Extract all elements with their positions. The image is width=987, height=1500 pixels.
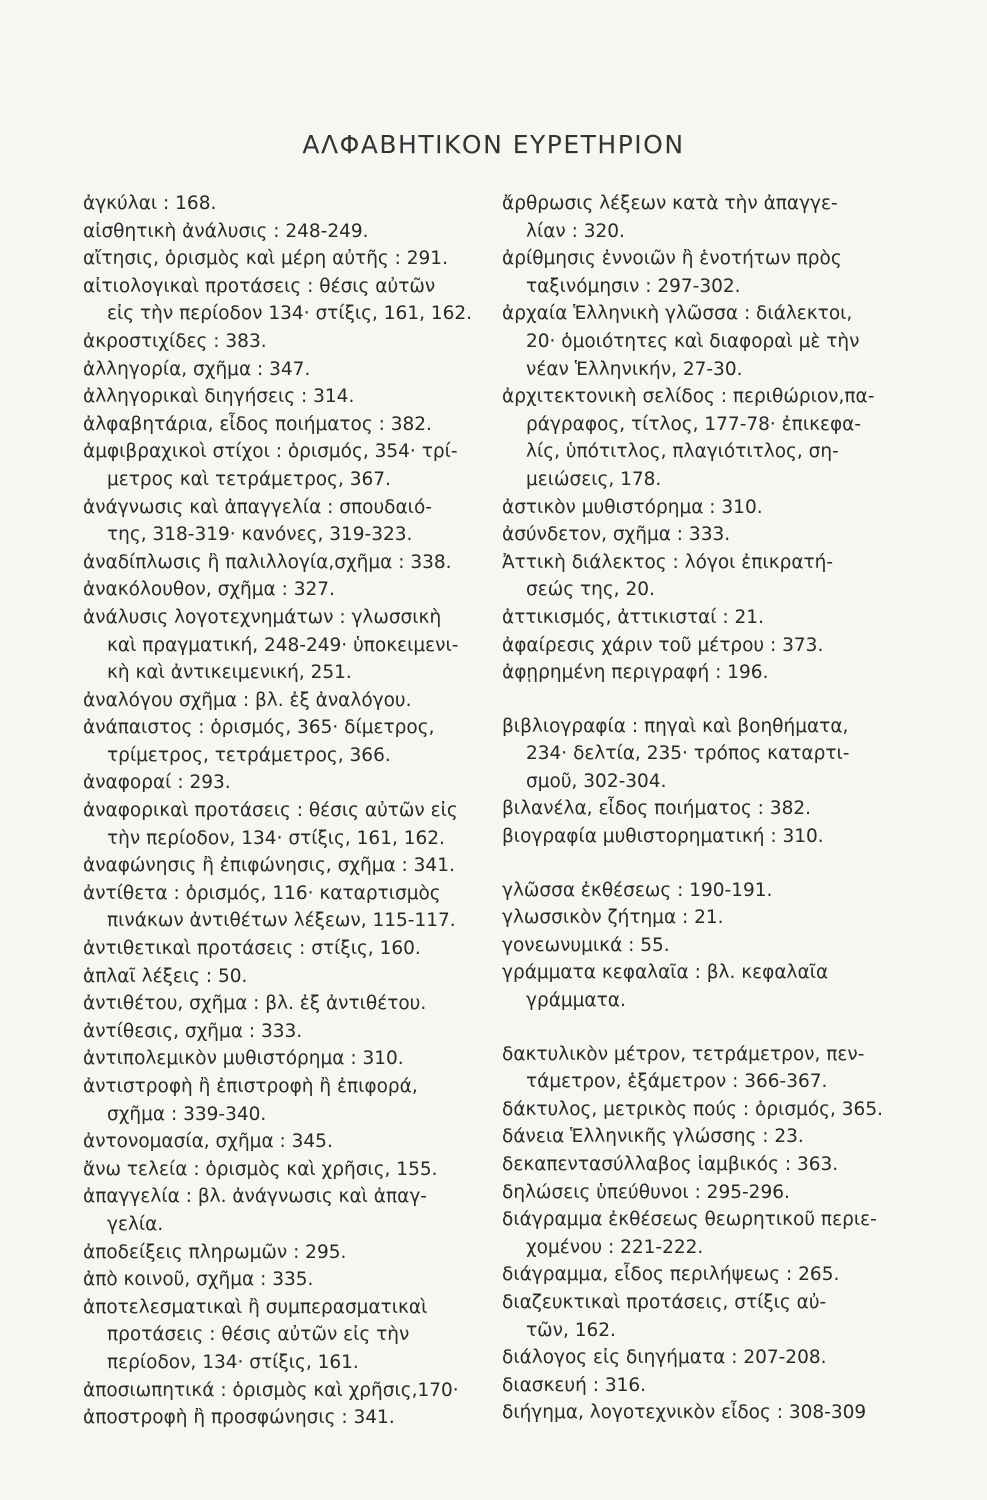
index-entry: [83, 383, 483, 411]
index-column-right: [502, 190, 897, 1427]
index-entry: [502, 1261, 897, 1289]
index-entry: [502, 632, 897, 660]
index-entry-line: ἀλληγορία, σχῆμα : 347.: [83, 358, 311, 380]
index-entry-line: ἀποσιωπητικά : ὁρισμὸς καὶ χρῆσις,170·: [83, 1379, 459, 1401]
index-entry: [502, 877, 897, 905]
index-entry: [83, 1018, 483, 1046]
index-entry-line: εἰς τὴν περίοδον 134· στίξις, 161, 162.: [107, 303, 473, 325]
index-entry: [502, 823, 897, 851]
index-entry: [502, 1096, 897, 1124]
index-entry: [83, 769, 483, 797]
index-entry-line: διασκευή : 316.: [502, 1374, 647, 1396]
index-entry: [502, 1289, 897, 1344]
index-entry-line: 234· δελτία, 235· τρόπος καταρτι-: [526, 743, 850, 765]
page-title: ΑΛΦΑΒΗΤΙΚΟΝ ΕΥΡΕΤΗΡΙΟΝ: [302, 130, 685, 159]
index-entry: [83, 328, 483, 356]
index-entry: [83, 1377, 483, 1405]
index-entry-line: περίοδον, 134· στίξις, 161.: [107, 1351, 359, 1373]
index-entry-line: ἀντιθετικαὶ προτάσεις : στίξις, 160.: [83, 938, 421, 960]
index-entry: [502, 1344, 897, 1372]
index-entry: [83, 797, 483, 852]
index-entry-line: ἄνω τελεία : ὁρισμὸς καὶ χρῆσις, 155.: [83, 1158, 438, 1180]
index-entry-line: ἀμφιβραχικοὶ στίχοι : ὁρισμός, 354· τρί-: [83, 441, 458, 463]
index-entry-line: ἀναφώνησις ἢ ἐπιφώνησις, σχῆμα : 341.: [83, 855, 455, 877]
index-entry-line: ἀναφορικαὶ προτάσεις : θέσις αὐτῶν εἰς: [83, 800, 458, 822]
index-entry: [83, 494, 483, 549]
index-entry: [502, 190, 897, 245]
index-entry-line: ἀνάλυσις λογοτεχνημάτων : γλωσσικὴ: [83, 606, 442, 628]
index-entry: [502, 521, 897, 549]
index-entry: [502, 383, 897, 493]
index-entry-line: μειώσεις, 178.: [526, 468, 662, 490]
index-entry-line: ἀκροστιχίδες : 383.: [83, 330, 267, 352]
index-entry-line: γράμματα.: [526, 990, 626, 1012]
index-entry-line: ἀντονομασία, σχῆμα : 345.: [83, 1131, 333, 1153]
index-entry: [502, 1206, 897, 1261]
index-entry-line: ἀντιθέτου, σχῆμα : βλ. ἐξ ἀντιθέτου.: [83, 993, 427, 1015]
index-entry: [502, 245, 897, 300]
index-entry: [83, 1128, 483, 1156]
index-entry-line: ταξινόμησιν : 297-302.: [526, 275, 741, 297]
index-entry-line: διάγραμμα, εἶδος περιλήψεως : 265.: [502, 1264, 840, 1286]
index-entry: [502, 549, 897, 604]
index-entry: [502, 1151, 897, 1179]
index-entry: [502, 713, 897, 796]
index-entry-line: γλωσσικὸν ζήτημα : 21.: [502, 907, 724, 929]
index-entry: [83, 218, 483, 246]
index-entry: [83, 935, 483, 963]
index-entry: [83, 990, 483, 1018]
index-entry-line: διάλογος εἰς διηγήματα : 207-208.: [502, 1347, 827, 1369]
index-entry-line: ἀλφαβητάρια, εἶδος ποιήματος : 382.: [83, 413, 432, 435]
index-entry-line: βιογραφία μυθιστορηματική : 310.: [502, 826, 824, 848]
index-entry: [83, 438, 483, 493]
index-entry-line: διάγραμμα ἐκθέσεως θεωρητικοῦ περιε-: [502, 1209, 877, 1231]
index-entry: [83, 963, 483, 991]
index-entry-line: ἀντίθετα : ὁρισμός, 116· καταρτισμὸς: [83, 882, 441, 904]
index-entry-line: ἀπὸ κοινοῦ, σχῆμα : 335.: [83, 1269, 314, 1291]
index-entry: [83, 356, 483, 384]
index-entry-line: αἰτιολογικαὶ προτάσεις : θέσις αὐτῶν: [83, 275, 436, 297]
index-entry: [502, 959, 897, 1014]
index-entry-line: ἀναφοραί : 293.: [83, 772, 231, 794]
index-entry: [83, 1156, 483, 1184]
index-entry: [83, 1183, 483, 1238]
index-entry-line: ἀπαγγελία : βλ. ἀνάγνωσις καὶ ἀπαγ-: [83, 1186, 427, 1208]
index-entry-line: ἀρχιτεκτονικὴ σελίδος : περιθώριον,πα-: [502, 386, 875, 408]
index-entry: [502, 494, 897, 522]
index-entry: [83, 880, 483, 935]
index-entry-line: προτάσεις : θέσις αὐτῶν εἰς τὴν: [107, 1324, 410, 1346]
index-entry: [502, 1372, 897, 1400]
index-entry: [502, 659, 897, 687]
index-entry-line: τῶν, 162.: [526, 1319, 616, 1341]
index-entry-line: λίαν : 320.: [526, 220, 625, 242]
index-entry-line: σμοῦ, 302-304.: [526, 770, 667, 792]
index-entry-line: δακτυλικὸν μέτρον, τετράμετρον, πεν-: [502, 1043, 865, 1065]
index-entry-line: ἀφαίρεσις χάριν τοῦ μέτρου : 373.: [502, 634, 824, 656]
index-entry-line: ἀρίθμησις ἐννοιῶν ἢ ἑνοτήτων πρὸς: [502, 248, 842, 270]
index-entry-line: διήγημα, λογοτεχνικὸν εἶδος : 308-309: [502, 1402, 867, 1424]
index-entry-line: τρίμετρος, τετράμετρος, 366.: [107, 744, 391, 766]
index-column-left: [83, 190, 483, 1432]
index-entry-line: καὶ πραγματική, 248-249· ὑποκειμενι-: [107, 634, 459, 656]
index-entry-line: αἴτησις, ὁρισμὸς καὶ μέρη αὐτῆς : 291.: [83, 248, 448, 270]
index-entry-line: ἀποτελεσματικαὶ ἢ συμπερασματικαὶ: [83, 1296, 428, 1318]
index-entry-line: βιβλιογραφία : πηγαὶ καὶ βοηθήματα,: [502, 715, 849, 737]
index-entry-line: δάκτυλος, μετρικὸς πούς : ὁρισμός, 365.: [502, 1098, 883, 1120]
index-entry-line: ράγραφος, τίτλος, 177-78· ἐπικεφα-: [526, 413, 862, 435]
index-entry-line: λίς, ὑπότιτλος, πλαγιότιτλος, ση-: [526, 441, 839, 463]
index-entry-line: ἀντιστροφὴ ἢ ἐπιστροφὴ ἢ ἐπιφορά,: [83, 1076, 418, 1097]
index-entry-line: χομένου : 221-222.: [526, 1236, 704, 1258]
index-entry-line: ἀρχαία Ἑλληνικὴ γλῶσσα : διάλεκτοι,: [502, 303, 853, 325]
index-entry-line: της, 318-319· κανόνες, 319-323.: [107, 524, 413, 546]
index-entry: [83, 1073, 483, 1128]
index-entry: [502, 932, 897, 960]
index-entry-line: γελία.: [107, 1213, 164, 1235]
index-entry-line: ἀναλόγου σχῆμα : βλ. ἐξ ἀναλόγου.: [83, 689, 412, 711]
index-entry-line: ἀποστροφὴ ἢ προσφώνησις : 341.: [83, 1407, 395, 1429]
index-entry-line: πινάκων ἀντιθέτων λέξεων, 115-117.: [107, 910, 456, 932]
index-entry-line: ἁπλαῖ λέξεις : 50.: [83, 965, 248, 987]
index-entry-line: ἀγκύλαι : 168.: [83, 193, 217, 214]
index-entry-line: μετρος καὶ τετράμετρος, 367.: [107, 468, 391, 490]
index-entry-line: ἀντιπολεμικὸν μυθιστόρημα : 310.: [83, 1048, 404, 1070]
index-entry-line: σχῆμα : 339-340.: [107, 1103, 267, 1125]
index-entry: [83, 1294, 483, 1377]
index-entry: [502, 1399, 897, 1427]
index-entry: [83, 1239, 483, 1267]
index-entry: [502, 1179, 897, 1207]
index-entry-line: αἰσθητικὴ ἀνάλυσις : 248-249.: [83, 220, 369, 242]
index-entry-line: διαζευκτικαὶ προτάσεις, στίξις αὐ-: [502, 1291, 827, 1313]
index-entry: [83, 1045, 483, 1073]
index-entry-line: κὴ καὶ ἀντικειμενική, 251.: [107, 662, 352, 684]
index-entry: [83, 1404, 483, 1432]
index-entry-line: ἀντίθεσις, σχῆμα : 333.: [83, 1020, 303, 1042]
index-entry: [83, 1266, 483, 1294]
index-entry-line: γλῶσσα ἐκθέσεως : 190-191.: [502, 879, 773, 901]
index-entry-line: ἀλληγορικαὶ διηγήσεις : 314.: [83, 386, 355, 408]
index-entry-line: ἀφῃρημένη περιγραφή : 196.: [502, 662, 769, 684]
index-entry-line: νέαν Ἑλληνικήν, 27-30.: [526, 358, 743, 380]
index-entry-line: βιλανέλα, εἶδος ποιήματος : 382.: [502, 798, 811, 820]
index-entry: [502, 300, 897, 383]
index-entry: [83, 687, 483, 715]
index-entry-line: γράμματα κεφαλαῖα : βλ. κεφαλαῖα: [502, 962, 829, 984]
index-entry: [83, 714, 483, 769]
index-entry-line: ἀποδείξεις πληρωμῶν : 295.: [83, 1241, 347, 1263]
index-entry: [502, 1123, 897, 1151]
index-entry: [83, 576, 483, 604]
index-entry: [502, 795, 897, 823]
index-entry-line: τάμετρον, ἑξάμετρον : 366-367.: [526, 1071, 828, 1093]
index-entry-line: δάνεια Ἑλληνικῆς γλώσσης : 23.: [502, 1126, 804, 1148]
index-entry: [502, 904, 897, 932]
index-entry: [83, 852, 483, 880]
index-entry-line: ἀνάπαιστος : ὁρισμός, 365· δίμετρος,: [83, 717, 435, 739]
index-entry-line: ἄρθρωσις λέξεων κατὰ τὴν ἀπαγγε-: [502, 193, 838, 214]
index-entry: [502, 604, 897, 632]
index-entry-line: ἀστικὸν μυθιστόρημα : 310.: [502, 496, 763, 518]
index-entry-line: δεκαπεντασύλλαβος ἰαμβικός : 363.: [502, 1154, 839, 1175]
index-entry-line: 20· ὁμοιότητες καὶ διαφοραὶ μὲ τὴν: [526, 330, 860, 352]
index-entry: [83, 604, 483, 687]
index-entry-line: ἀττικισμός, ἀττικισταί : 21.: [502, 606, 764, 628]
index-entry-line: δηλώσεις ὑπεύθυνοι : 295-296.: [502, 1181, 790, 1203]
index-entry-line: τὴν περίοδον, 134· στίξις, 161, 162.: [107, 827, 445, 849]
index-entry-line: ἀναδίπλωσις ἢ παλιλλογία,σχῆμα : 338.: [83, 551, 452, 573]
index-entry: [83, 549, 483, 577]
index-entry: [502, 1041, 897, 1096]
index-entry: [83, 273, 483, 328]
index-entry: [83, 245, 483, 273]
index-entry-line: ἀσύνδετον, σχῆμα : 333.: [502, 524, 731, 546]
index-entry-line: σεώς της, 20.: [526, 579, 655, 601]
index-entry-line: γονεωνυμικά : 55.: [502, 934, 670, 956]
index-entry-line: Ἀττικὴ διάλεκτος : λόγοι ἐπικρατή-: [502, 551, 834, 573]
index-entry-line: ἀνάγνωσις καὶ ἀπαγγελία : σπουδαιό-: [83, 496, 432, 518]
index-entry: [83, 190, 483, 218]
index-entry: [83, 411, 483, 439]
index-entry-line: ἀνακόλουθον, σχῆμα : 327.: [83, 579, 335, 601]
